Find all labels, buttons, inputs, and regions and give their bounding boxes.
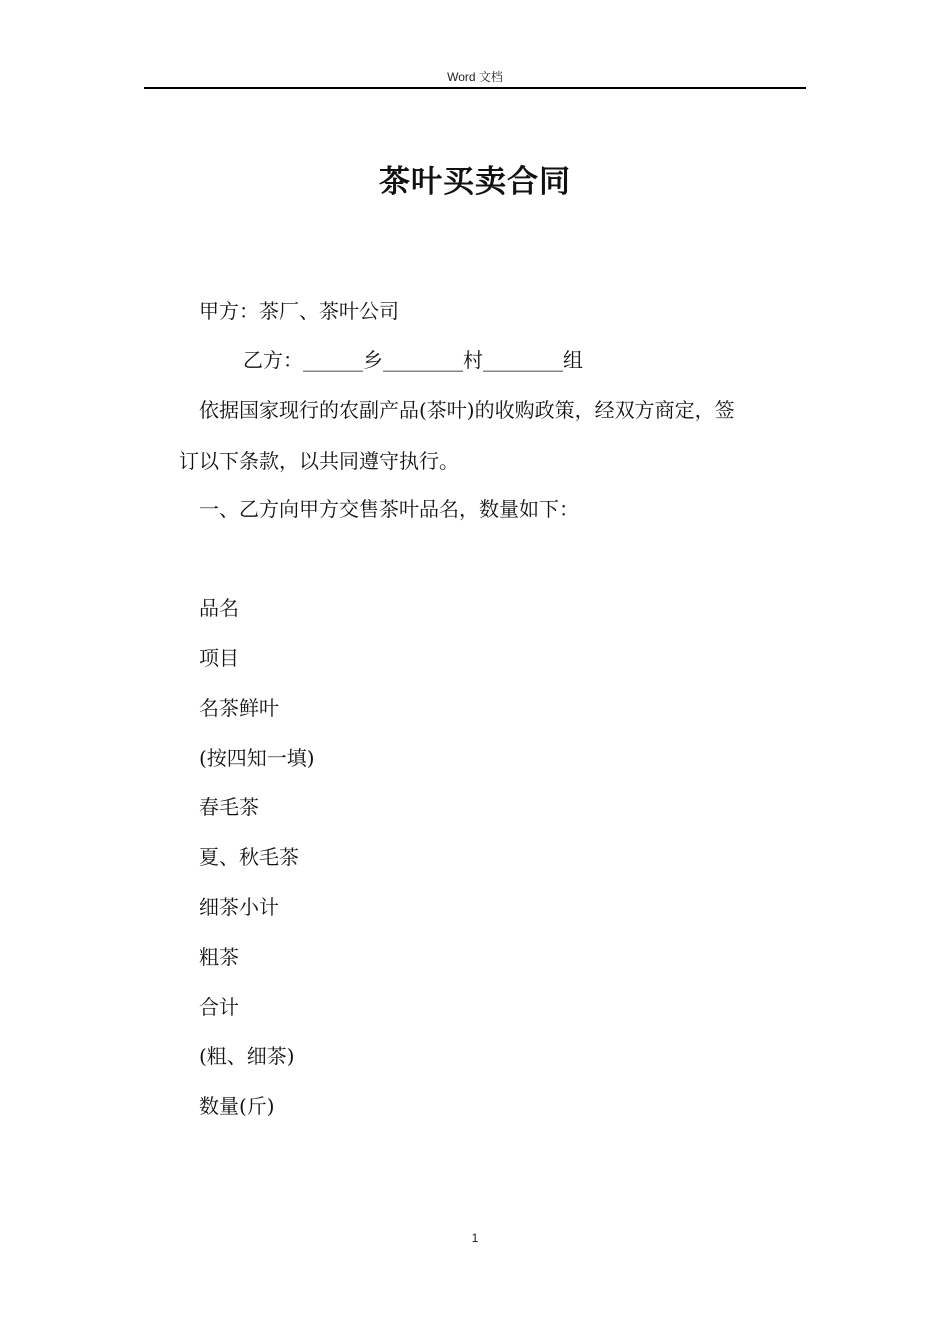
list-item: 合计 xyxy=(199,995,239,1019)
page-number: 1 xyxy=(471,1231,479,1245)
list-item: 春毛茶 xyxy=(199,795,259,819)
document-title: 茶叶买卖合同 xyxy=(379,164,571,200)
page-header: Word 文档 xyxy=(447,70,503,84)
list-item: (按四知一填) xyxy=(199,746,315,770)
list-item: 项目 xyxy=(199,646,239,670)
party-a-line: 甲方：茶厂、茶叶公司 xyxy=(199,299,399,323)
list-item: (粗、细茶) xyxy=(199,1044,295,1068)
list-item: 数量(斤) xyxy=(199,1094,275,1118)
list-item: 名茶鲜叶 xyxy=(199,696,279,720)
list-item: 细茶小计 xyxy=(199,895,279,919)
list-item: 品名 xyxy=(199,596,239,620)
list-item: 夏、秋毛茶 xyxy=(199,845,299,869)
list-item: 粗茶 xyxy=(199,945,239,969)
intro-line-2: 订以下条款，以共同遵守执行。 xyxy=(179,449,459,473)
party-b-line: 乙方：______乡________村________组 xyxy=(243,348,583,372)
header-divider xyxy=(144,87,806,89)
clause-1-heading: 一、乙方向甲方交售茶叶品名，数量如下： xyxy=(199,497,579,521)
intro-line-1: 依据国家现行的农副产品(茶叶)的收购政策，经双方商定，签 xyxy=(199,398,735,422)
